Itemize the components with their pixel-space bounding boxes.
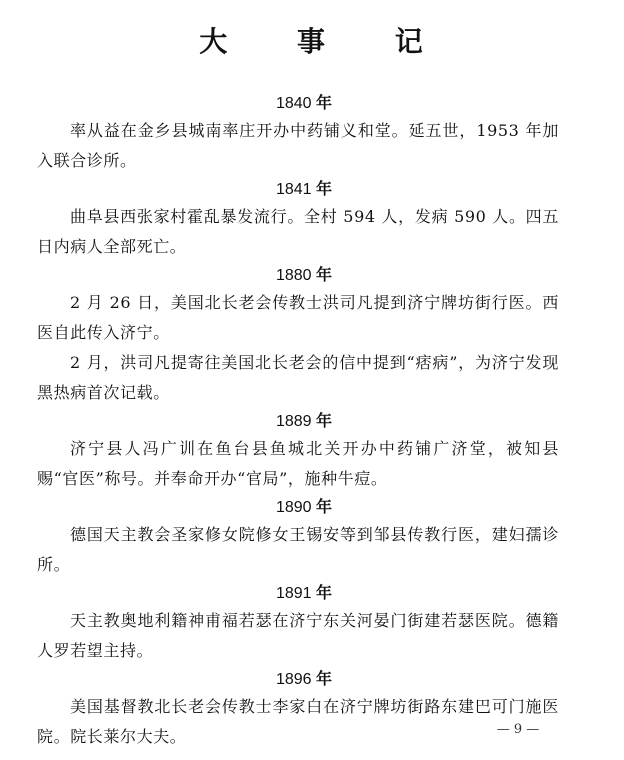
- entry-paragraph: 2 月 26 日，美国北长老会传教士洪司凡提到济宁牌坊街行医。西医自此传入济宁。: [37, 293, 559, 342]
- year-heading: 1840 年: [275, 93, 333, 112]
- year-heading: 1841 年: [275, 179, 333, 198]
- year-heading: 1889 年: [275, 411, 333, 430]
- year-heading: 1890 年: [275, 497, 333, 516]
- page-number: — 9 —: [496, 722, 540, 737]
- year-heading: 1880 年: [275, 265, 333, 284]
- entry-paragraph: 美国基督教北长老会传教士李家白在济宁牌坊街路东建巴可门施医院。院长莱尔大夫。: [37, 697, 559, 746]
- page-title: 大 事 记: [199, 25, 453, 58]
- entry-1841: [37, 176, 559, 262]
- entry-paragraph: 济宁县人冯广训在鱼台县鱼城北关开办中药铺广济堂，被知县赐“官医”称号。并奉命开办“官局”，施种牛痘。: [37, 439, 559, 488]
- entry-paragraph: 天主教奥地利籍神甫福若瑟在济宁东关河晏门街建若瑟医院。德籍人罗若望主持。: [37, 611, 559, 660]
- chronicle-content: [37, 90, 559, 752]
- entry-1896: [37, 666, 559, 752]
- entry-paragraph: 曲阜县西张家村霍乱暴发流行。全村 594 人，发病 590 人。四五日内病人全部死亡。: [37, 207, 559, 256]
- entry-1891: [37, 580, 559, 666]
- entry-1890: [37, 494, 559, 580]
- entry-paragraph: 率从益在金乡县城南率庄开办中药铺义和堂。延五世，1953 年加入联合诊所。: [37, 121, 559, 170]
- entry-paragraph: 德国天主教会圣家修女院修女王锡安等到邹县传教行医，建妇孺诊所。: [37, 525, 559, 574]
- year-heading: 1896 年: [275, 669, 333, 688]
- entry-1880: [37, 262, 559, 408]
- year-heading: 1891 年: [275, 583, 333, 602]
- entry-1840: [37, 90, 559, 176]
- entry-1889: [37, 408, 559, 494]
- entry-paragraph: 2 月，洪司凡提寄往美国北长老会的信中提到“痞病”，为济宁发现黑热病首次记载。: [37, 353, 559, 402]
